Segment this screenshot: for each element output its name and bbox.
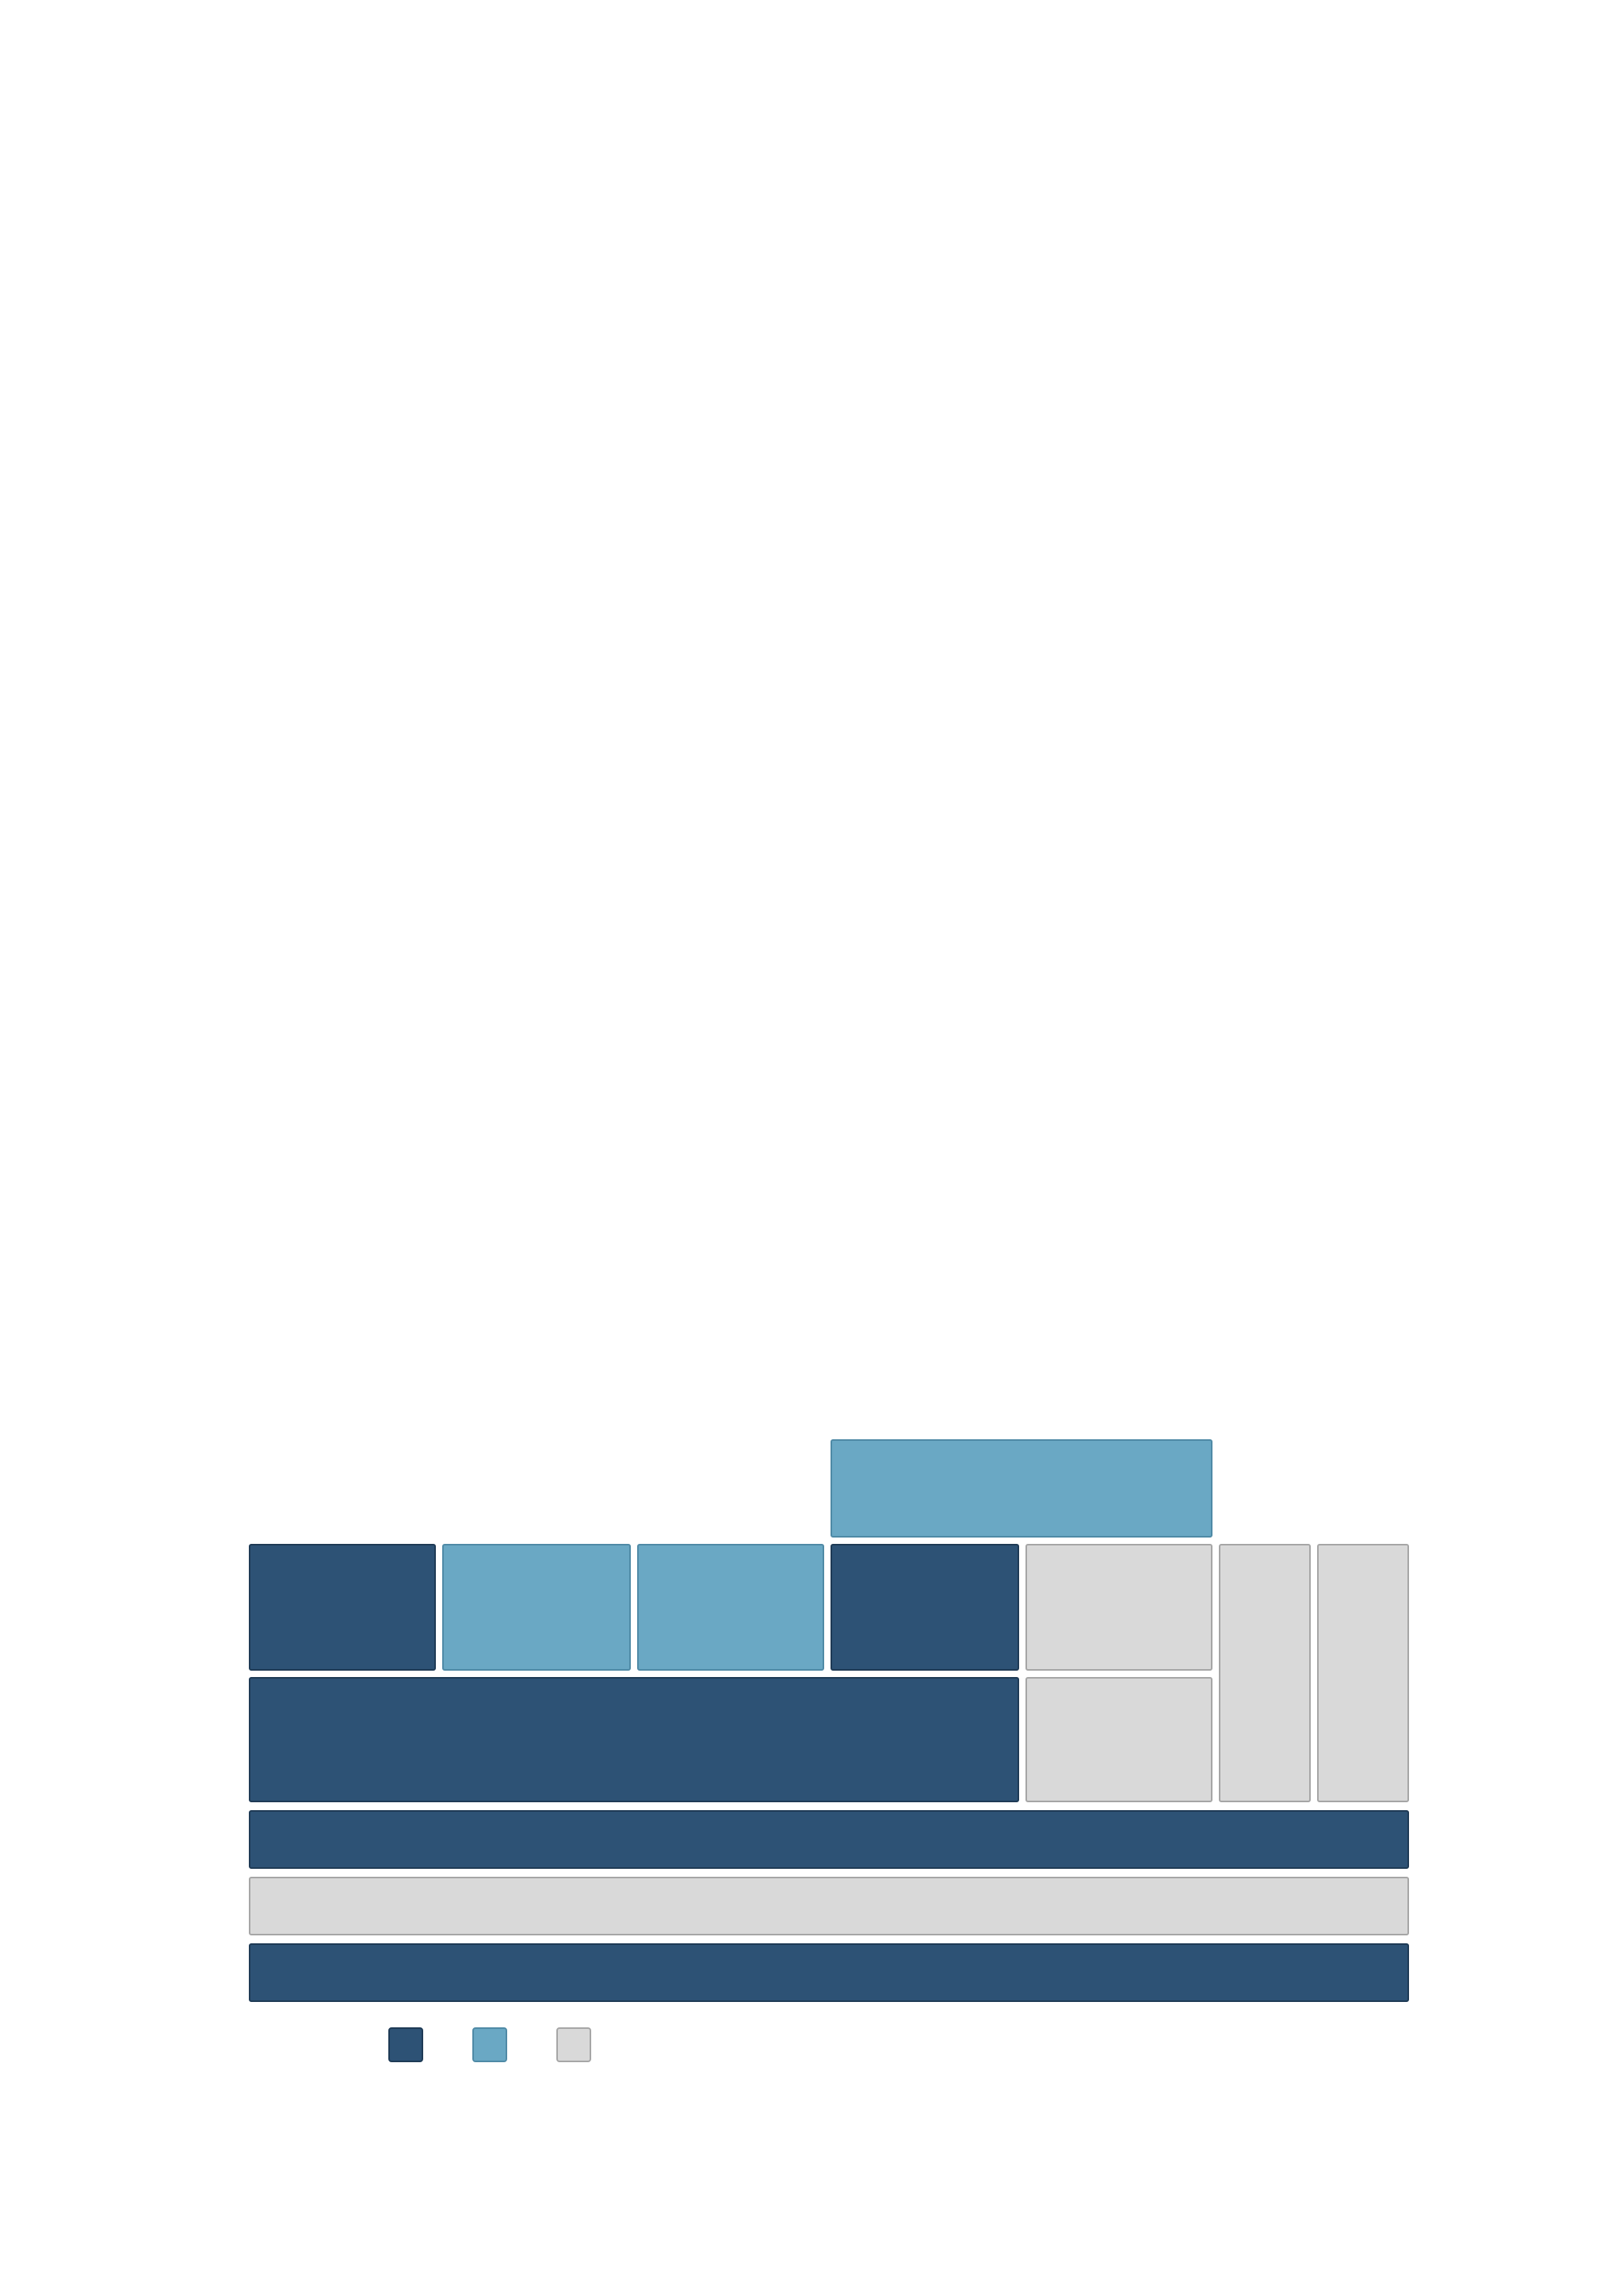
mpi-box	[1317, 1544, 1409, 1802]
external-swatch	[556, 2027, 591, 2062]
diagram-legend	[388, 2027, 640, 2062]
in-development-swatch	[472, 2027, 507, 2062]
legend-in-development	[472, 2027, 521, 2062]
mlbase-box	[637, 1544, 824, 1671]
graphx-box	[442, 1544, 631, 1671]
document-body	[197, 190, 1449, 264]
tachyon-box	[249, 1810, 1409, 1869]
hadoop-mr-box	[1025, 1677, 1212, 1802]
hive-box	[1025, 1544, 1212, 1671]
spark-core-box	[249, 1677, 1019, 1802]
legend-supported	[388, 2027, 437, 2062]
spark-streaming-box	[249, 1544, 436, 1671]
legend-external	[556, 2027, 605, 2062]
storm-box	[1219, 1544, 1311, 1802]
blinkdb-box	[831, 1439, 1212, 1538]
shark-box	[831, 1544, 1019, 1671]
mesos-box	[249, 1943, 1409, 2002]
hdfs-box	[249, 1877, 1409, 1935]
supported-swatch	[388, 2027, 423, 2062]
